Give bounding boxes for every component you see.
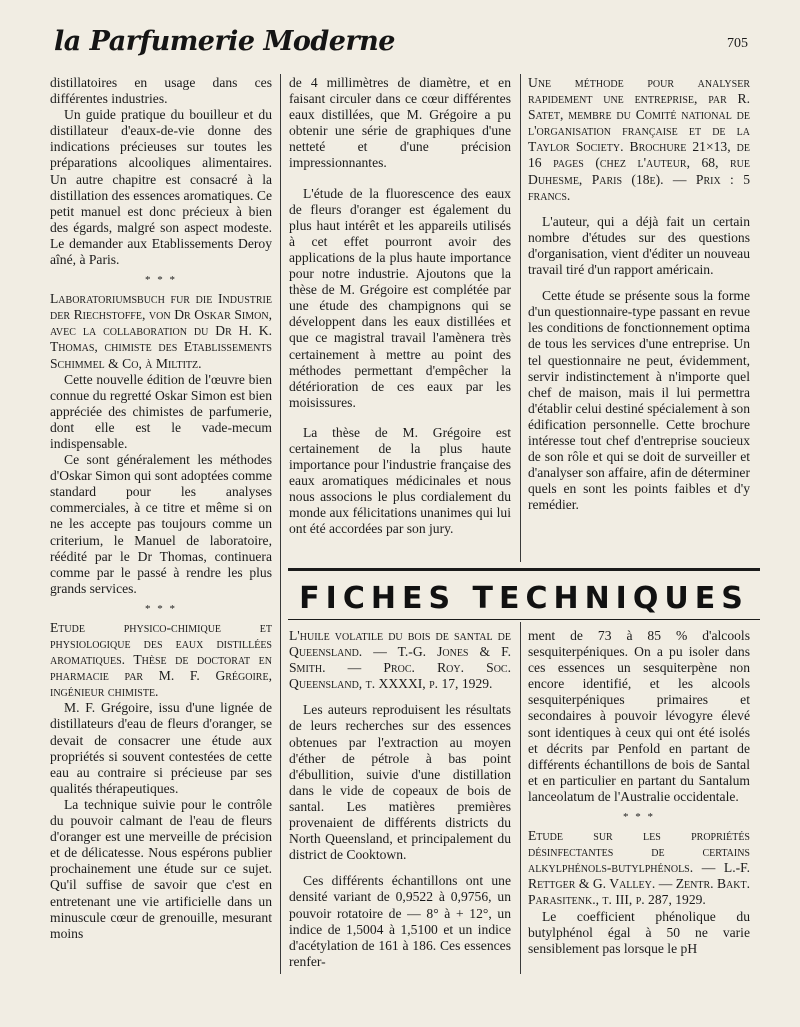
- paragraph: Ce sont généralement les méthodes d'Oskar Simon qui sont adoptées comme standard pour les analyses commerciales, à ce titre et même si on ne les accepte pas toujours comme un criterium, le Manuel de laboratoire, réédité par le Dr Thomas, continuera comme par le passé à rendre les plus grands services.: [50, 452, 272, 596]
- section-title: FICHES TECHNIQUES: [299, 581, 749, 616]
- paragraph: Cette étude se présente sous la forme d'un questionnaire-type passant en revue les conditions de fonctionnement optima de tous les services d'une entreprise. Un tel questionnaire ne peut, évidemment, servir indistinctement à n'importe quel chef de maison, mais il lui permettra d'établir celui destiné spécialement à son édification personnelle. Cette brochure intéresse tout chef d'entreprise soucieux de son rôle et qui se doit de surveiller et d'analyser son affaire, afin de déterminer quels en sont les points faibles et d'y remédier.: [528, 288, 750, 513]
- paragraph: La technique suivie pour le contrôle du pouvoir calmant de l'eau de fleurs d'oranger est une merveille de précision et de délicatesse. Nous espérons publier prochainement une étude sur ce sujet. Qu'il suffise de savoir que c'est en entretenant une vie artificielle dans un minuscule cœur de grenouille, mesurant moins: [50, 796, 272, 941]
- paragraph: distillatoires en usage dans ces différentes industries.: [50, 75, 272, 107]
- banner-rule: [288, 619, 760, 620]
- page-number: 705: [727, 36, 748, 51]
- paragraph: Ces différents échantillons ont une densité variant de 0,9522 à 0,9756, un pouvoir rotatoire de — 8° à + 12°, un indice de 1,5004 à 1,5100 et un indice d'acétylation de 161 à 186. Ces essences renfer-: [289, 873, 511, 969]
- fiche-heading: Etude sur les propriétés désinfectantes de certains alkylphénols-butylphénols. — L.-F. Rettger & G. Valley. — Zentr. Bakt. Parasitenk., t. III, p. 287, 1929.: [528, 828, 750, 908]
- book-heading: Laboratoriumsbuch fur die Industrie der Riechstoffe, von Dr Oskar Simon, avec la collaboration du Dr H. K. Thomas, chimiste des Etablissements Schimmel & Co, à Miltitz.: [50, 291, 272, 371]
- paragraph: L'auteur, qui a déjà fait un certain nombre d'études sur des questions d'organisation, vient d'éditer un nouveau travail tiré d'un rapport américain.: [528, 213, 750, 278]
- paragraph: La thèse de M. Grégoire est certainement de la plus haute importance pour l'industrie française des eaux aromatiques médicinales et nous nous associons le plus cordialement du monde aux félicitations unanimes qui lui ont été accordées par son jury.: [289, 424, 511, 537]
- paragraph: Un guide pratique du bouilleur et du distillateur d'eaux-de-vie donne des indications précieuses sur toutes les préparations alcooliques alimentaires. Un autre chapitre est consacré à la distillation des essences aromatiques. Ce petit manuel est donc précieux à bien des égards, malgré son aspect modeste. Le demander aux Etablissements Deroy aîné, à Paris.: [50, 107, 272, 268]
- column-2: [289, 75, 511, 538]
- column-2-fiches: [289, 628, 511, 970]
- column-1: [50, 75, 272, 942]
- brochure-heading: Une méthode pour analyser rapidement une entreprise, par R. Satet, membre du Comité national de l'organisation française et de la Taylor Society. Brochure 21×13, de 16 pages (chez l'auteur, 68, rue Duhesme, Paris (18e). — Prix : 5 francs.: [528, 75, 750, 203]
- paragraph: Cette nouvelle édition de l'œuvre bien connue du regretté Oskar Simon est bien appréciée des chimistes de parfumerie, dont elle est le vade-mecum indispensable.: [50, 371, 272, 451]
- section-separator: * * *: [623, 811, 655, 824]
- column-3-fiches: [528, 628, 750, 957]
- thesis-heading: Etude physico-chimique et physiologique des eaux distillées aromatiques. Thèse de doctorat en pharmacie par M. F. Grégoire, ingénieur chimiste.: [50, 619, 272, 700]
- journal-logo: la Parfumerie Moderne: [54, 26, 395, 57]
- paragraph: Le coefficient phénolique du butylphénol égal à 50 ne varie sensiblement pas lorsque le pH: [528, 908, 750, 956]
- paragraph: L'étude de la fluorescence des eaux de fleurs d'oranger est également du plus haut intérêt et les appareils utilisés à cet effet pourront avoir des applications de la plus haute importance pour notre industrie. Ajoutons que la thèse de M. Grégoire est complétée par une étude des champignons qui se développent dans les eaux distillées et que ce magistral travail l'amènera très certainement à mettre au point des méthodes permettant d'empêcher la détérioration de ces eaux par les moisissures.: [289, 185, 511, 410]
- column-3: [528, 75, 750, 513]
- paragraph: M. F. Grégoire, issu d'une lignée de distillateurs d'eau de fleurs d'oranger, se devait de consacrer une étude aux propriétés si souvent contestées de cette eau au contraire si précieuse par ses qualités thérapeutiques.: [50, 700, 272, 796]
- paragraph: de 4 millimètres de diamètre, et en faisant circuler dans ce cœur différentes eaux distillées, que M. Grégoire a pu obtenir une série de graphiques d'une netteté et d'une précision impressionnantes.: [289, 75, 511, 171]
- column-divider: [520, 74, 521, 562]
- paragraph: ment de 73 à 85 % d'alcools sesquiterpéniques. On a pu isoler dans ces essences un sesquiterpène non encore identifié, et les alcools sesquiterpéniques primaires et secondaires à pouvoir lévogyre élevé sont identiques à ceux qui ont été isolés et décrits par Penfold en partant de différents échantillons de bois de Santal et en particulier en partant du Santalum lanceolatum de l'Australie occidentale.: [528, 628, 750, 804]
- column-divider: [280, 74, 281, 974]
- column-divider: [520, 622, 521, 974]
- section-separator: * * *: [145, 274, 177, 287]
- fiche-heading: L'huile volatile du bois de santal de Queensland. — T.-G. Jones & F. Smith. — Proc. Roy. Soc. Queensland, t. XXXXI, p. 17, 1929.: [289, 628, 511, 692]
- fiches-techniques-banner: [288, 568, 760, 623]
- section-separator: * * *: [145, 602, 177, 615]
- paragraph: Les auteurs reproduisent les résultats de leurs recherches sur des essences obtenues par l'extraction au moyen d'éther de pétrole à bas point d'ébullition, suivie d'une distillation dans le vide de copeaux de bois de santal. Les matières premières provenaient de différents districts du North Queensland, et principalement du district de Cooktown.: [289, 702, 511, 863]
